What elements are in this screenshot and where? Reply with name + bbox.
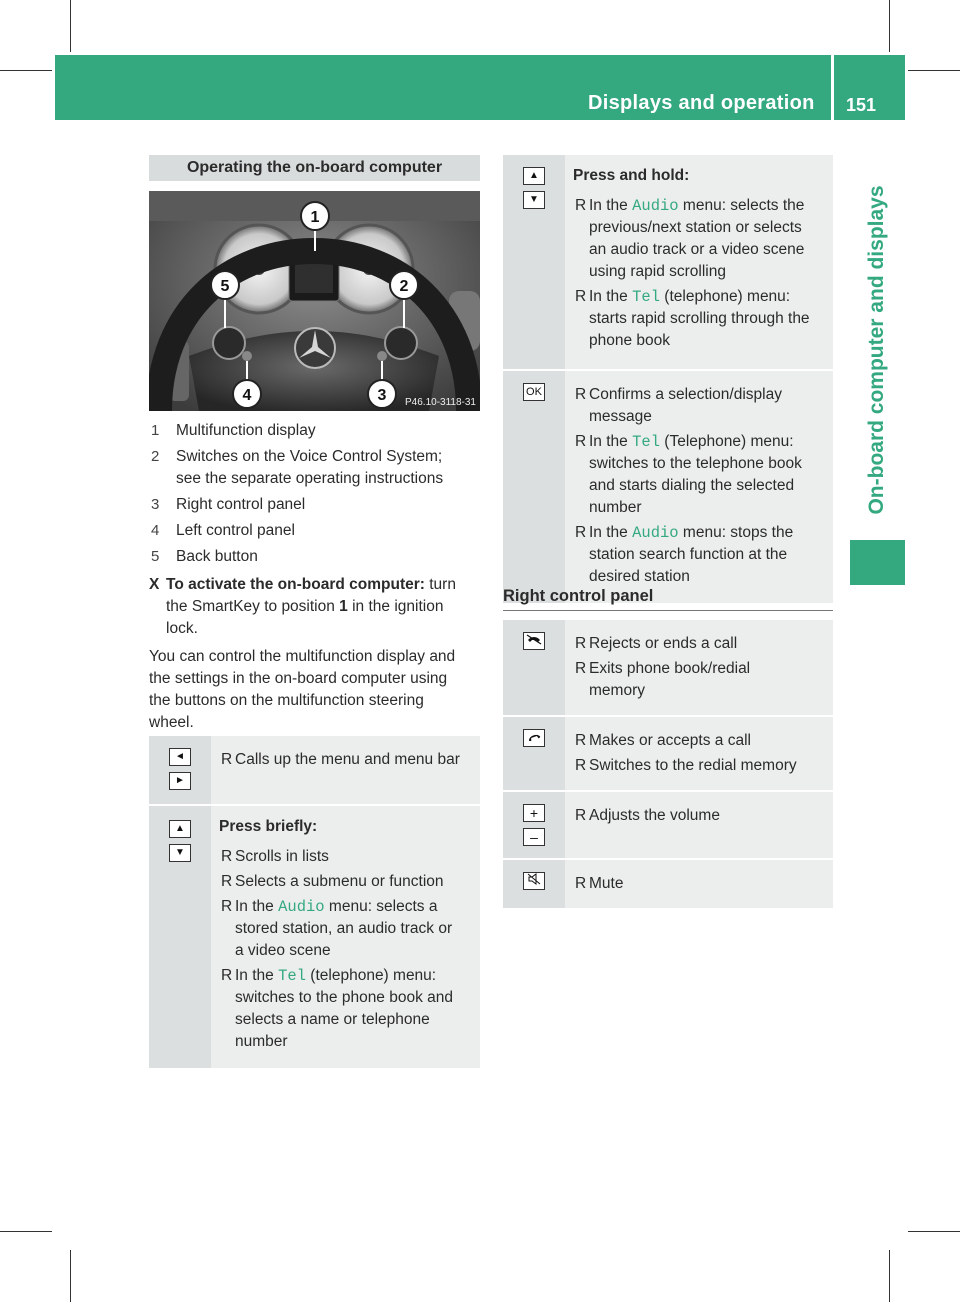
ok-key: OK (523, 383, 545, 401)
crop-mark (70, 0, 71, 52)
table-row: R Makes or accepts a call R Switches to the redial memory (503, 716, 833, 791)
callout-5-label: 5 (220, 278, 230, 295)
body-paragraph: You can control the multifunction display and the settings in the on-board computer using the buttons on the multifunction steering wheel. (149, 648, 456, 731)
table-row: ◄ ► R Calls up the menu and menu bar (149, 736, 480, 805)
up-arrow-key: ▲ (169, 820, 191, 838)
image-code: P46.10-3118-31 (405, 397, 476, 408)
crop-mark (889, 0, 890, 52)
crop-mark (70, 1250, 71, 1302)
crop-mark (889, 1250, 890, 1302)
right-control-panel-heading: Right control panel (503, 587, 654, 605)
header-title: Displays and operation (588, 92, 815, 114)
table-row: OK R Confirms a selection/display message R In the Tel (Telephone) menu: switches to the telephone book and starts dialing the selected number R In the Audio menu: stops the station search function at the desired station (503, 370, 833, 604)
legend-item: see the separate operating instructions (176, 470, 444, 487)
callout-2-label: 2 (399, 278, 409, 295)
section-heading: Operating the on-board computer (149, 155, 480, 181)
end-call-icon (523, 632, 545, 650)
crop-mark (908, 1231, 960, 1232)
table-row: ▲ ▼ Press briefly: R Scrolls in lists R Selects a submenu or function R In the Audio menu: selects a stored station, an audio track or a video scene R In the Tel (telephone) menu: switches to the phone book and selects a name or telephone number (149, 805, 480, 1069)
legend-item: 5 Back button (151, 548, 258, 565)
left-button-table (149, 736, 480, 1070)
action-step: X To activate the on-board computer: turn the SmartKey to position 1 in the ignition lock. (149, 576, 456, 637)
table-row: + – R Adjusts the volume (503, 791, 833, 859)
side-tab-block (850, 540, 905, 585)
crop-mark (908, 70, 960, 71)
legend-item: 2 Switches on the Voice Control System; (151, 448, 443, 465)
header-separator (831, 55, 834, 120)
mute-icon (523, 872, 545, 890)
down-arrow-key: ▼ (523, 191, 545, 209)
left-arrow-key: ◄ (169, 748, 191, 766)
page-number: 151 (846, 95, 877, 115)
legend-item: 1 Multifunction display (151, 422, 316, 439)
right-control-panel-table (503, 620, 833, 910)
heading-rule (503, 610, 833, 611)
side-tab-label: On-board computer and displays (865, 185, 888, 515)
callout-1-label: 1 (310, 209, 320, 226)
volume-down-key: – (523, 828, 545, 846)
accept-call-icon (523, 729, 545, 747)
right-arrow-key: ► (169, 772, 191, 790)
volume-up-key: + (523, 804, 545, 822)
legend-list (149, 420, 484, 572)
callout-3-label: 3 (377, 387, 387, 404)
steering-wheel-photo (149, 191, 480, 411)
down-arrow-key: ▼ (169, 844, 191, 862)
right-button-table (503, 155, 833, 605)
crop-mark (0, 1231, 52, 1232)
table-row: ▲ ▼ Press and hold: R In the Audio menu: selects the previous/next station or selects an audio track or a video scene using rapid scrolling R In the Tel (telephone) menu: starts rapid scrolling through the phone book (503, 155, 833, 370)
crop-mark (0, 70, 52, 71)
callout-4-label: 4 (242, 387, 252, 404)
up-arrow-key: ▲ (523, 167, 545, 185)
legend-item: 3 Right control panel (151, 496, 306, 513)
table-row: R Mute (503, 859, 833, 909)
legend-item: 4 Left control panel (151, 522, 295, 539)
table-row: R Rejects or ends a call R Exits phone book/redial memory (503, 620, 833, 716)
action-marker: X (149, 576, 160, 593)
